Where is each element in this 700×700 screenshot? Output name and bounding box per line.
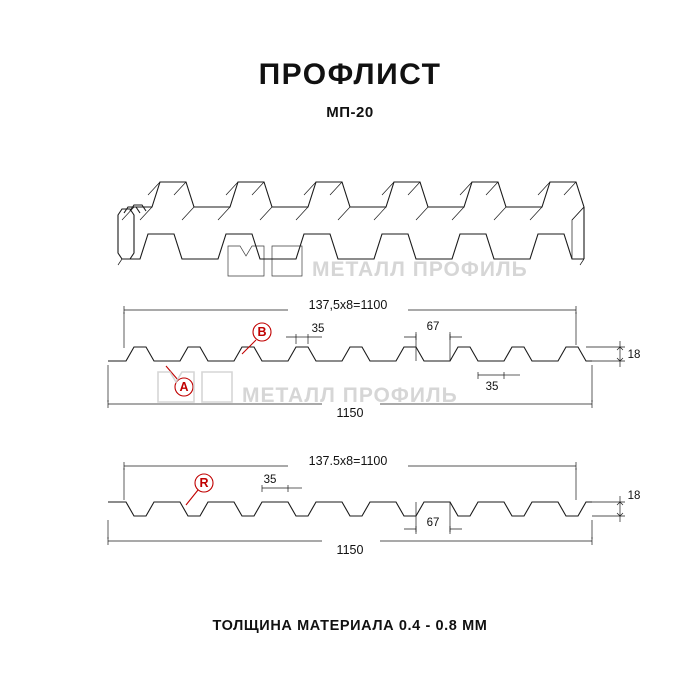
dim-height-top-label: 18	[627, 349, 641, 361]
dim-overall-width-top-label: 1150	[336, 406, 364, 420]
dim-height-top	[586, 341, 640, 367]
dim-useful-width-top	[124, 298, 576, 348]
dim-flat-top-label: 67	[426, 321, 440, 333]
bottom-profile-section	[108, 454, 640, 557]
dim-height-bottom-label: 18	[627, 490, 641, 502]
dim-useful-width-bottom-label: 137.5x8=1100	[308, 454, 388, 468]
dim-rib-top-upper	[286, 323, 324, 344]
page-subtitle: МП-20	[326, 104, 374, 121]
callout-b-label: B	[257, 325, 267, 339]
callout-r	[186, 474, 213, 505]
material-thickness-note: ТОЛЩИНА МАТЕРИАЛА 0.4 - 0.8 ММ	[212, 618, 488, 634]
dim-height-bottom	[586, 490, 640, 522]
watermark-middle	[158, 372, 458, 407]
watermark-iso	[228, 246, 528, 281]
callout-b	[242, 323, 271, 354]
dim-rib-bottom-top-section	[478, 372, 520, 393]
dim-overall-width-bottom-label: 1150	[336, 543, 364, 557]
dim-rib-bottom-section	[262, 474, 302, 492]
dim-useful-width-top-label: 137,5x8=1100	[308, 298, 388, 312]
callout-r-label: R	[199, 476, 209, 490]
watermark-text-middle: МЕТАЛЛ ПРОФИЛЬ	[242, 384, 458, 407]
dim-useful-width-bottom	[124, 454, 576, 500]
callout-a	[166, 366, 193, 396]
callout-a-label: A	[179, 380, 189, 394]
page-title: ПРОФЛИСТ	[258, 58, 442, 91]
iso-profile-view	[118, 182, 584, 265]
dim-rib-bottom-section-label: 35	[263, 474, 277, 486]
dim-flat-bottom-label: 67	[426, 517, 440, 529]
dim-rib-top-upper-label: 35	[311, 323, 325, 335]
watermark-text: МЕТАЛЛ ПРОФИЛЬ	[312, 258, 528, 281]
dim-rib-bottom-top-section-label: 35	[485, 381, 499, 393]
dim-overall-width-bottom	[108, 520, 592, 557]
